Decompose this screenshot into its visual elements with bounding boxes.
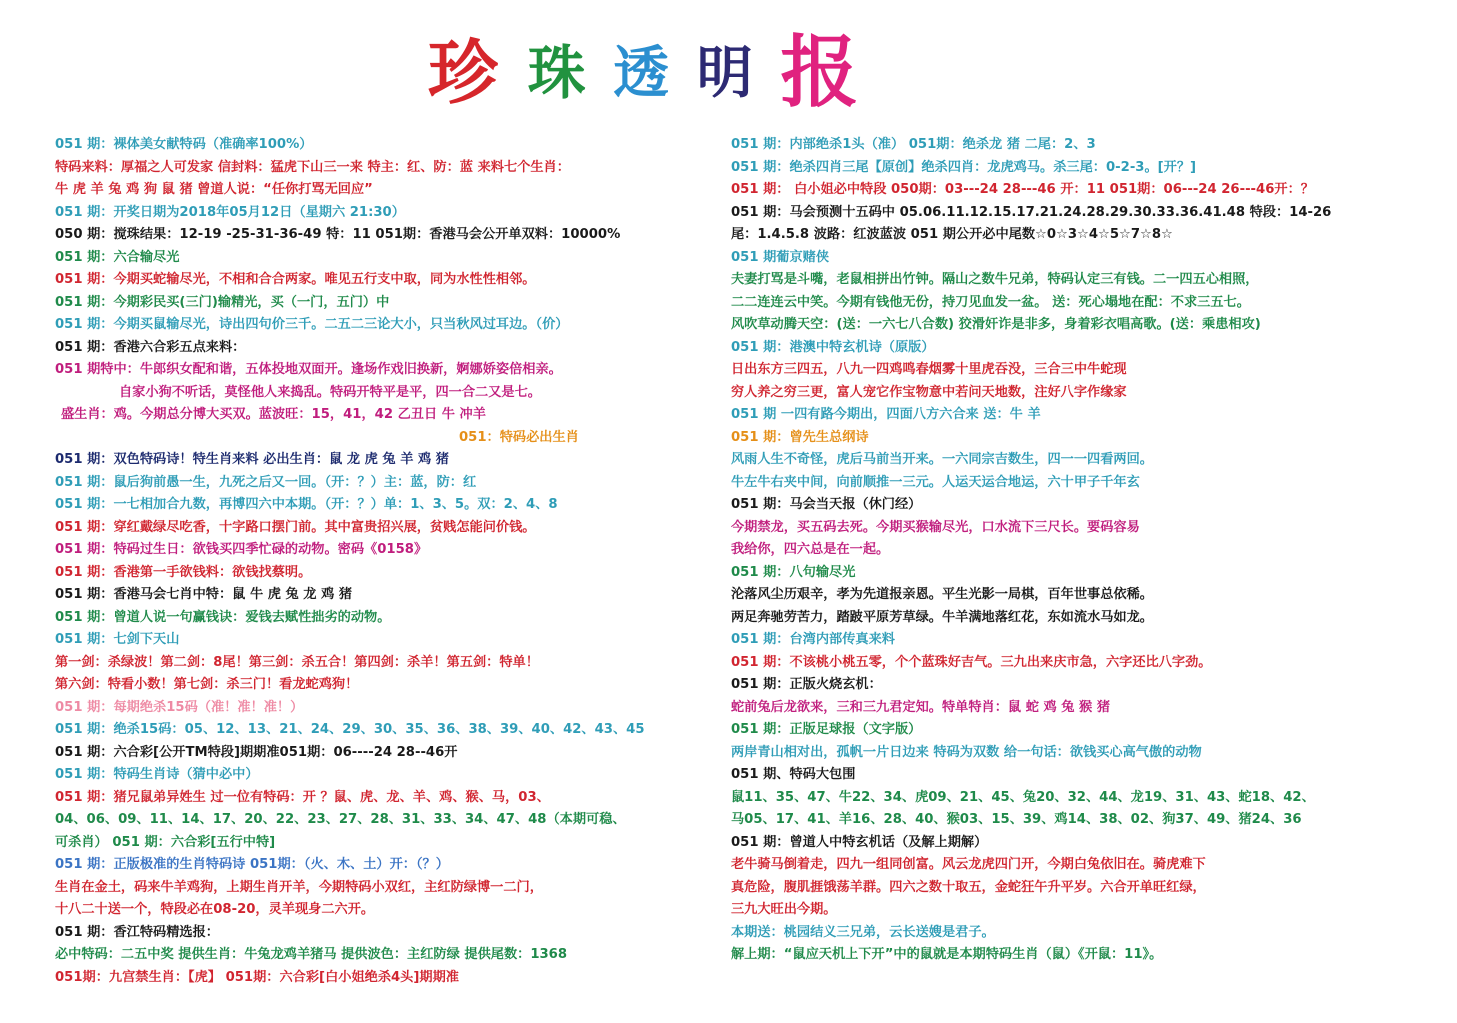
right-text-line: 夫妻打骂是斗嘴，老鼠相拼出竹钟。隔山之数牛兄弟，特码认定三有钱。二一四五心相照， — [731, 272, 1259, 287]
right-text-line: 051 期：正版足球报（文字版） — [731, 722, 922, 737]
right-text-line: 051 期、特码大包围 — [731, 767, 856, 782]
right-text-line: 风吹草动腾天空：(送：一六七八合数) 狡滑奸诈是非多，身着彩衣唱高歌。(送：乘患相攻) — [731, 317, 1261, 332]
left-text-line: 051 期：香港六合彩五点来料： — [55, 339, 246, 355]
right-text-line: 本期送：桃园结义三兄弟，云长送嫂是君子。 — [731, 924, 995, 940]
right-text-line: 051 期：曾道人中特玄机话（及解上期解） — [731, 834, 988, 850]
right-text-line: 两足奔驰劳苦力，踏跛平原芳草绿。牛羊满地落红花，东如流水马如龙。 — [731, 609, 1153, 625]
right-text-line: 风雨人生不奇怪，虎后马前当开来。一六同宗吉数生，四一一四看两回。 — [731, 452, 1153, 467]
right-text-line: 051 期：不该桃小桃五零，个个蓝珠好吉气。三九出来庆市急，六字还比八字劲。 — [731, 654, 1212, 670]
left-text-line: 051 期：今期买鼠输尽光，诗出四句价三千。二五二三论大小，只当秋风过耳边。（价） — [55, 317, 569, 332]
left-text-line: 051 期：开奖日期为2018年05月12日（星期六 21:30） — [55, 204, 405, 220]
right-text-line: 今期禁龙，买五码去死。今期买猴输尽光，口水流下三尺长。要码容易 — [731, 519, 1140, 535]
right-text-line: 051 期：港澳中特玄机诗（原版） — [731, 339, 935, 355]
left-text-line: 051 期：裸体美女献特码（准确率100%） — [55, 137, 313, 152]
right-text-line: 蛇前兔后龙欲来，三和三九君定知。特单特肖：鼠 蛇 鸡 兔 猴 猪 — [731, 699, 1111, 715]
right-text-line: 051 期 一四有路今期出，四面八方六合来 送：牛 羊 — [731, 407, 1041, 422]
right-text-line: 051 期：八句输尽光 — [731, 564, 856, 580]
right-text-line: 051 期：台湾内部传真来料 — [731, 632, 895, 647]
left-text-line: 051 期：每期绝杀15码（准！准！准！） — [55, 699, 304, 715]
right-text-line: 两岸青山相对出，孤帆一片日边来 特码为双数 给一句话：欲钱买心高气傲的动物 — [731, 744, 1202, 760]
left-text-line: 051 期：特码生肖诗（猜中必中） — [55, 767, 259, 782]
page-title — [428, 28, 898, 118]
right-text-line: 051 期：马会预测十五码中 05.06.11.12.15.17.21.24.28.29.30.33.36.41.48 特段：14-26 — [731, 204, 1332, 220]
left-text-line: 051 期：六合输尽光 — [55, 249, 180, 265]
left-text-line: 051 期：特码过生日：欲钱买四季忙碌的动物。密码《0158》 — [55, 542, 428, 557]
right-text-line: 解上期：“鼠应天机上下开”中的鼠就是本期特码生肖（鼠）《开鼠：11》。 — [731, 947, 1163, 962]
title-char-3: 透 — [613, 40, 670, 106]
left-text-line: 051 期：曾道人说一句赢钱诀：爱钱去赋性拙劣的动物。 — [55, 609, 391, 625]
left-text-line: 051：特码必出生肖 — [459, 429, 579, 445]
right-text-line: 真危险，腹肌捱饿荡羊群。四六之数十取五，金蛇狂午升平岁。六合开单旺红绿， — [731, 879, 1206, 895]
left-text-line: 04、06、09、11、14、17、20、22、23、27、28、31、33、34、47、48（本期可稳、 — [55, 812, 626, 827]
right-text-line: 鼠11、35、47、牛22、34、虎09、21、45、兔20、32、44、龙19、31、43、蛇18、42、 — [731, 789, 1315, 805]
right-text-line: 051 期：内部绝杀1头（准） 051期：绝杀龙 猪 二尾：2、3 — [731, 137, 1096, 152]
right-text-line: 051 期：马会当天报（休门经） — [731, 497, 922, 512]
left-text-line: 051 期：今期买蛇输尽光，不相和合合两家。唯见五行支中取，同为水性性相邻。 — [55, 272, 536, 287]
right-text-line: 051 期葡京赌侠 — [731, 249, 830, 265]
right-text-line: 三九大旺出今期。 — [731, 902, 837, 917]
left-text-line: 盛生肖：鸡。今期总分博大买双。蓝波旺：15，41，42 乙丑日 牛 冲羊 — [61, 407, 486, 422]
left-text-line: 051 期：今期彩民买(三门)输精光，买（一门，五门）中 — [55, 294, 390, 310]
right-text-line: 穷人养之穷三更，富人宠它作宝物意中若问天地数，注好八字作缘家 — [731, 384, 1127, 400]
left-text-line: 051 期：鼠后狗前愚一生，九死之后又一回。（开：？）主：蓝，防：红 — [55, 474, 477, 490]
right-text-line: 我给你，四六总是在一起。 — [731, 542, 890, 557]
left-text-line: 051 期特中：牛郎织女配和谐，五体投地双面开。逢场作戏旧换新，婀娜娇姿倍相亲。 — [55, 362, 562, 377]
left-text-line: 可杀肖） 051 期：六合彩[五行中特] — [55, 834, 276, 850]
left-text-line: 051 期：香港第一手欲钱料：欲钱找蔡明。 — [55, 564, 312, 580]
left-text-line: 051 期：双色特码诗！特生肖来料 必出生肖：鼠 龙 虎 兔 羊 鸡 猪 — [55, 452, 449, 467]
right-text-line: 051 期：曾先生总纲诗 — [731, 429, 869, 445]
left-text-line: 特码来料：厚福之人可发家 信封料：猛虎下山三一来 特主：红、防：蓝 来料七个生肖： — [55, 159, 570, 175]
title-char-5: 报 — [780, 27, 859, 118]
left-text-line: 051 期：七剑下天山 — [55, 632, 180, 647]
right-text-line: 马05、17、41、羊16、28、40、猴03、15、39、鸡14、38、02、狗37、49、猪24、36 — [731, 812, 1302, 827]
right-text-line: 尾：1.4.5.8 波路：红波蓝波 051 期公开必中尾数☆0☆3☆4☆5☆7☆8☆ — [731, 227, 1173, 242]
right-text-line: 沦落风尘历艰辛，孝为先道报亲恩。平生光影一局棋，百年世事总依稀。 — [731, 587, 1153, 602]
left-text-line: 051 期：一七相加合九数，再博四六中本期。（开：？）单：1、3、5。双：2、4、8 — [55, 497, 558, 512]
right-text-line: 051 期：绝杀四肖三尾【原创】绝杀四肖：龙虎鸡马。杀三尾：0-2-3。[开？] — [731, 159, 1197, 175]
left-text-line: 051 期：香港马会七肖中特：鼠 牛 虎 兔 龙 鸡 猪 — [55, 587, 353, 602]
right-text-line: 051 期：正版火烧玄机： — [731, 677, 882, 692]
left-text-line: 必中特码：二五中奖 提供生肖：牛兔龙鸡羊猪马 提供波色：主红防绿 提供尾数：1368 — [55, 947, 568, 962]
right-text-line: 日出东方三四五，八九一四鸡鸣春烟雾十里虎吞没，三合三中牛蛇现 — [731, 362, 1127, 377]
left-text-line: 牛 虎 羊 兔 鸡 狗 鼠 猪 曾道人说：“任你打骂无回应” — [55, 182, 373, 197]
right-text-line: 二二连连云中笑。今期有钱他无份，持刀见血发一盆。 送：死心塌地在配：不求三五七。 — [731, 294, 1250, 310]
right-text-line: 051 期： 白小姐必中特段 050期：03---24 28---46 开：11 051期：06---24 26---46开：？ — [731, 182, 1314, 197]
left-text-line: 051 期：绝杀15码：05、12、13、21、24、29、30、35、36、38、39、40、42、43、45 — [55, 722, 645, 737]
left-text-line: 051 期：正版极准的生肖特码诗 051期：（火、木、土）开：（？） — [55, 857, 449, 872]
left-text-line: 050 期：搅珠结果：12-19 -25-31-36-49 特：11 051期：香港马会公开单双料：10000% — [55, 227, 621, 242]
title-char-2: 珠 — [527, 39, 586, 107]
left-text-line: 051 期：穿红戴绿尽吃香，十字路口摆门前。其中富贵招兴展，贫贱怎能问价钱。 — [55, 519, 536, 535]
left-text-line: 051期：九宫禁生肖：【虎】 051期：六合彩[白小姐绝杀4头]期期准 — [55, 969, 459, 985]
left-text-line: 十八二十送一个，特段必在08-20，灵羊现身二六开。 — [55, 902, 375, 917]
right-text-line: 牛左牛右夹中间，向前顺推一三元。人运天运合地运，六十甲子千年玄 — [731, 474, 1140, 490]
left-text-line: 第六剑：特看小数！第七剑：杀三门！看龙蛇鸡狗！ — [55, 677, 359, 692]
left-column — [55, 134, 705, 989]
right-column — [731, 134, 1421, 967]
left-text-line: 051 期：六合彩[公开TM特段]期期准051期：06----24 28--46开 — [55, 744, 458, 760]
left-text-line: 051 期：香江特码精选报： — [55, 924, 219, 940]
title-char-4: 明 — [696, 40, 753, 106]
left-text-line: 051 期：猪兄鼠弟异姓生 过一位有特码：开 ？鼠、虎、龙、羊、鸡、猴、马，03、 — [55, 789, 550, 805]
right-text-line: 老牛骑马倒着走，四九一组同创富。风云龙虎四门开，今期白兔依旧在。骑虎难下 — [731, 857, 1206, 872]
left-text-line: 生肖在金土，码来牛羊鸡狗，上期生肖开羊，今期特码小双红，主红防绿博一二门， — [55, 879, 543, 895]
title-char-1: 珍 — [428, 31, 498, 114]
left-text-line: 自家小狗不听话，莫怪他人来捣乱。特码开特平是平，四一合二又是七。 — [119, 384, 541, 400]
left-text-line: 第一剑：杀绿波！第二剑：8尾！第三剑：杀五合！第四剑：杀羊！第五剑：特单！ — [55, 654, 539, 670]
